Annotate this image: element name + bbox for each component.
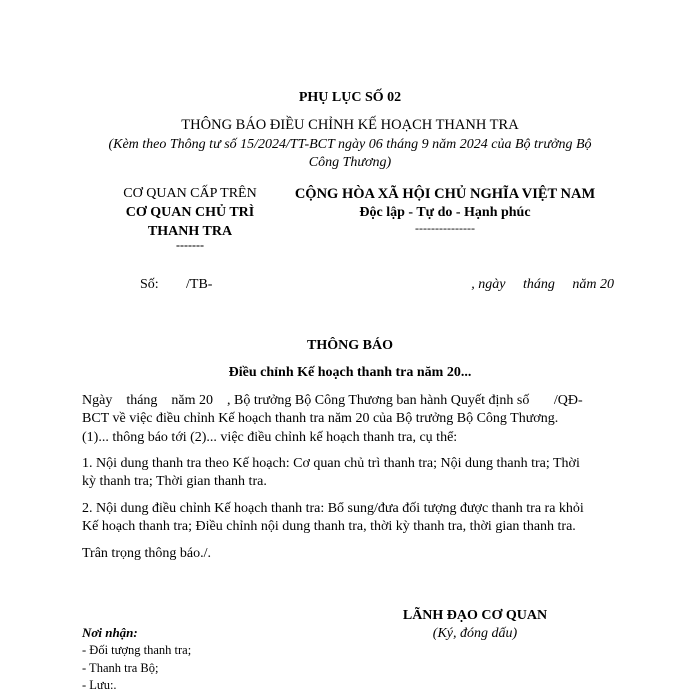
intro-line-1: Ngày tháng năm 20 , Bộ trưởng Bộ Công Thương ban hành Quyết định số /QĐ-: [82, 393, 583, 408]
notice-subject: Điều chỉnh Kế hoạch thanh tra năm 20...: [228, 365, 472, 380]
item-1-line-1: 1. Nội dung thanh tra theo Kế hoạch: Cơ quan chủ trì thanh tra; Nội dung thanh tra; Thời: [82, 456, 580, 471]
number-label: Số:: [140, 277, 159, 292]
recipient-item: - Thanh tra Bộ;: [82, 661, 159, 675]
intro-line-3: (1)... thông báo tới (2)... việc điều chỉnh kế hoạch thanh tra, cụ thể:: [82, 430, 458, 445]
recipient-item: - Đối tượng thanh tra;: [82, 643, 192, 657]
item-2-line-1: 2. Nội dung điều chỉnh Kế hoạch thanh tra: Bổ sung/đưa đối tượng được thanh tra ra khỏi: [82, 501, 584, 516]
document-title: THÔNG BÁO ĐIỀU CHỈNH KẾ HOẠCH THANH TRA: [181, 117, 519, 133]
subtitle-line-2: Công Thương): [308, 155, 392, 170]
subtitle-line-1: (Kèm theo Thông tư số 15/2024/TT-BCT ngày 06 tháng 9 năm 2024 của Bộ trưởng Bộ: [108, 137, 592, 152]
nation-title: CỘNG HÒA XÃ HỘI CHỦ NGHĨA VIỆT NAM: [294, 186, 596, 202]
signature-title: LÃNH ĐẠO CƠ QUAN: [402, 608, 548, 623]
recipients-label: Nơi nhận:: [82, 625, 138, 640]
number-suffix: /TB-: [186, 277, 213, 292]
item-1-line-2: kỳ thanh tra; Thời gian thanh tra.: [82, 474, 267, 489]
item-2-line-2: Kế hoạch thanh tra; Điều chỉnh nội dung thanh tra, thời kỳ thanh tra, thời gian thanh tra.: [82, 519, 576, 534]
recipient-item: - Lưu:.: [82, 678, 117, 692]
notice-title: THÔNG BÁO: [307, 338, 393, 353]
closing-line: Trân trọng thông báo./.: [82, 546, 211, 561]
date-line: , ngày tháng năm 20: [471, 277, 614, 292]
intro-line-2: BCT về việc điều chỉnh Kế hoạch thanh tra năm 20 của Bộ trưởng Bộ Công Thương.: [82, 411, 559, 426]
national-motto: Độc lập - Tự do - Hạnh phúc: [359, 205, 531, 220]
left-separator: -------: [176, 238, 204, 252]
appendix-heading: PHỤ LỤC SỐ 02: [298, 90, 402, 105]
right-separator: ---------------: [415, 221, 475, 235]
signature-note: (Ký, đóng dấu): [432, 626, 518, 641]
host-agency-line-2: THANH TRA: [147, 224, 233, 239]
superior-agency: CƠ QUAN CẤP TRÊN: [123, 186, 257, 201]
host-agency-line-1: CƠ QUAN CHỦ TRÌ: [125, 205, 255, 220]
